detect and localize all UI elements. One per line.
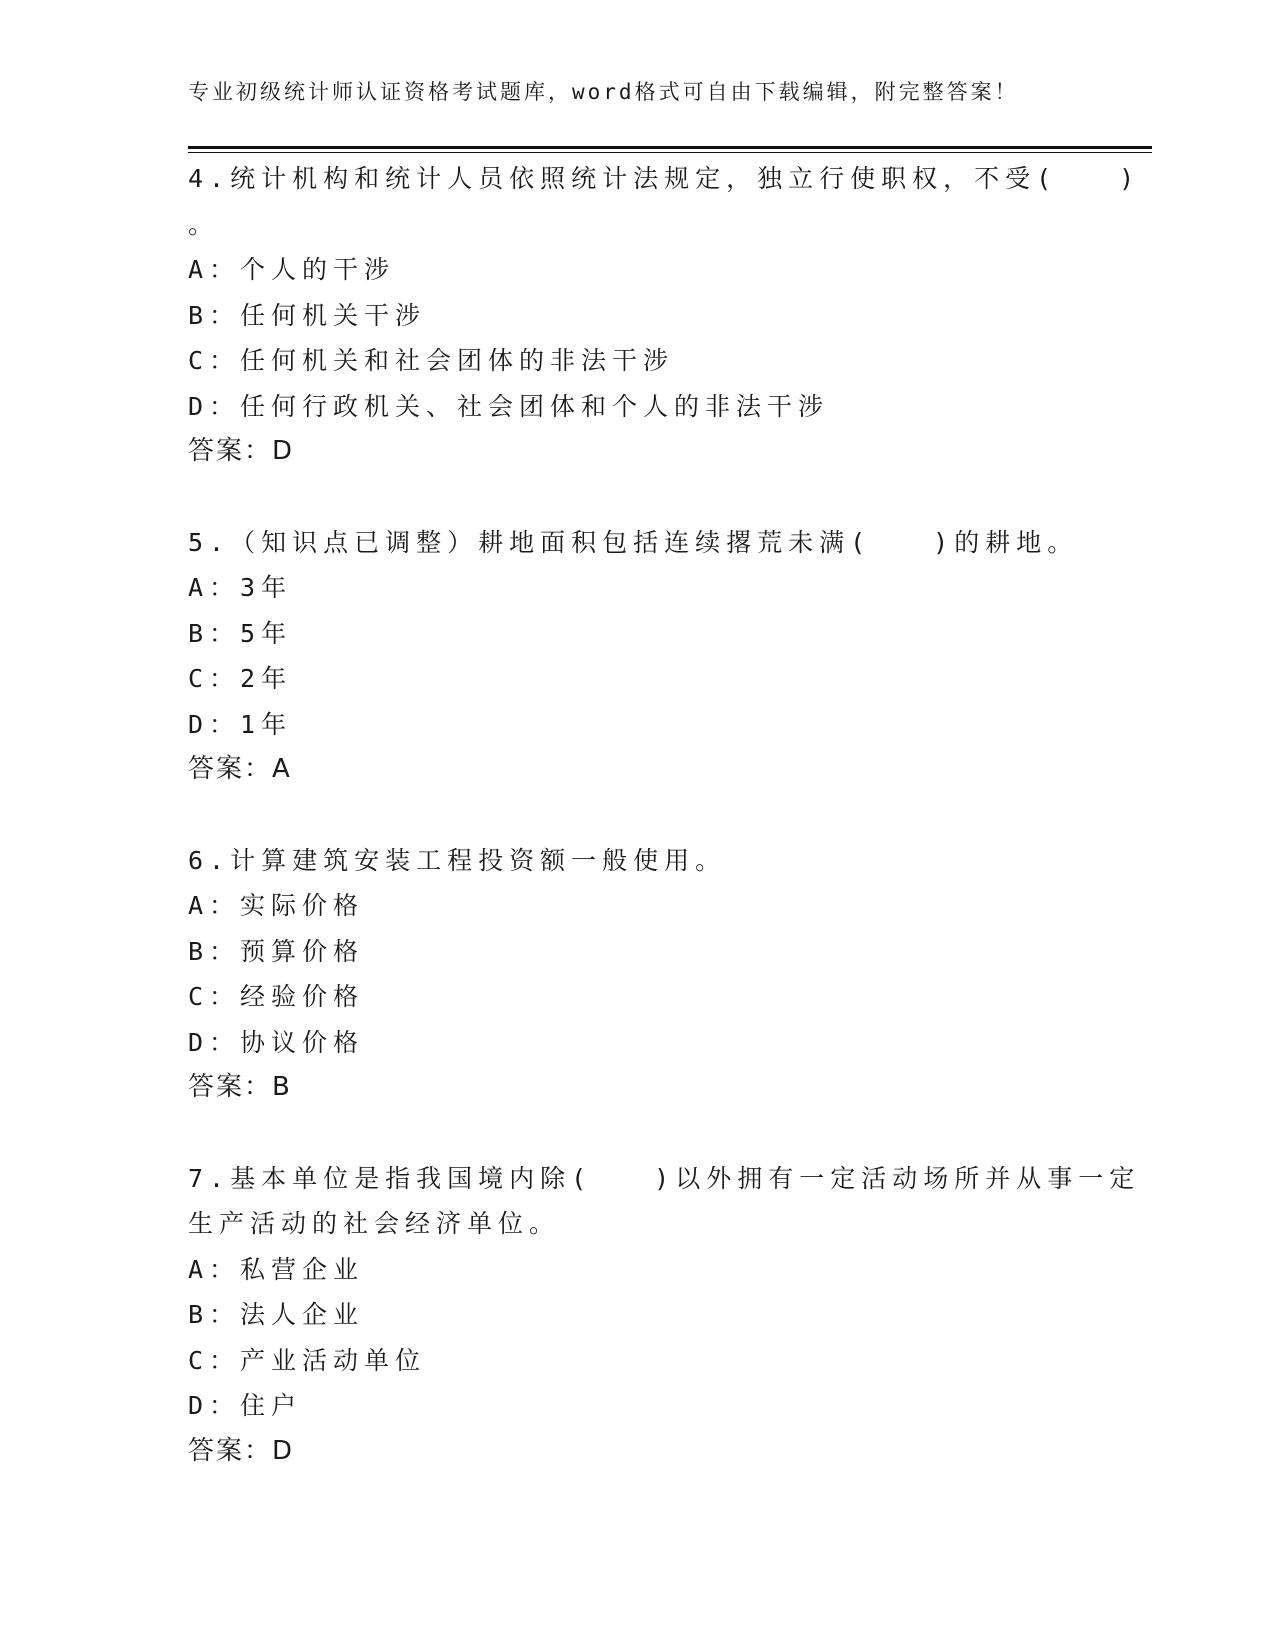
option-a: A：个人的干涉 (188, 255, 396, 284)
answer: 答案：D (188, 1435, 295, 1466)
question-6 (188, 838, 1088, 1111)
option-b: B：预算价格 (188, 936, 365, 966)
option-c: C：经验价格 (188, 982, 365, 1011)
question-text-continued: 生产活动的社会经济单位。 (188, 1209, 561, 1238)
question-text-continued: 。 (188, 209, 220, 239)
option-b: B：5年 (188, 618, 293, 648)
option-a: A：私营企业 (188, 1254, 365, 1284)
question-4 (188, 156, 1141, 475)
option-c: C：任何机关和社会团体的非法干涉 (188, 346, 675, 375)
question-text: 6.计算建筑安装工程投资额一般使用。 (188, 845, 727, 875)
option-c: C：2年 (188, 664, 293, 693)
question-text: 5.（知识点已调整）耕地面积包括连续撂荒未满( )的耕地。 (188, 527, 1079, 557)
answer: 答案：D (188, 436, 295, 466)
option-b: B：任何机关干涉 (188, 300, 427, 330)
option-c: C：产业活动单位 (188, 1345, 427, 1375)
option-d: D：1年 (188, 709, 293, 739)
page-header: 专业初级统计师认证资格考试题库，word格式可自由下载编辑，附完整答案！ (188, 80, 1019, 104)
question-5 (188, 520, 1088, 793)
question-text: 4.统计机构和统计人员依照统计法规定，独立行使职权，不受( ) (188, 164, 1141, 193)
header-rule-thick (188, 146, 1152, 149)
option-d: D：协议价格 (188, 1027, 365, 1057)
option-a: A：3年 (188, 573, 293, 602)
option-d: D：任何行政机关、社会团体和个人的非法干涉 (188, 391, 830, 421)
question-7 (188, 1156, 1141, 1475)
question-list (188, 156, 1141, 1519)
answer: 答案：B (188, 1072, 292, 1102)
option-b: B：法人企业 (188, 1300, 365, 1329)
question-text: 7.基本单位是指我国境内除( )以外拥有一定活动场所并从事一定 (188, 1163, 1141, 1193)
option-d: D：住户 (188, 1391, 303, 1420)
answer: 答案：A (188, 754, 292, 784)
option-a: A：实际价格 (188, 891, 365, 920)
header-rule-thin (188, 152, 1152, 153)
